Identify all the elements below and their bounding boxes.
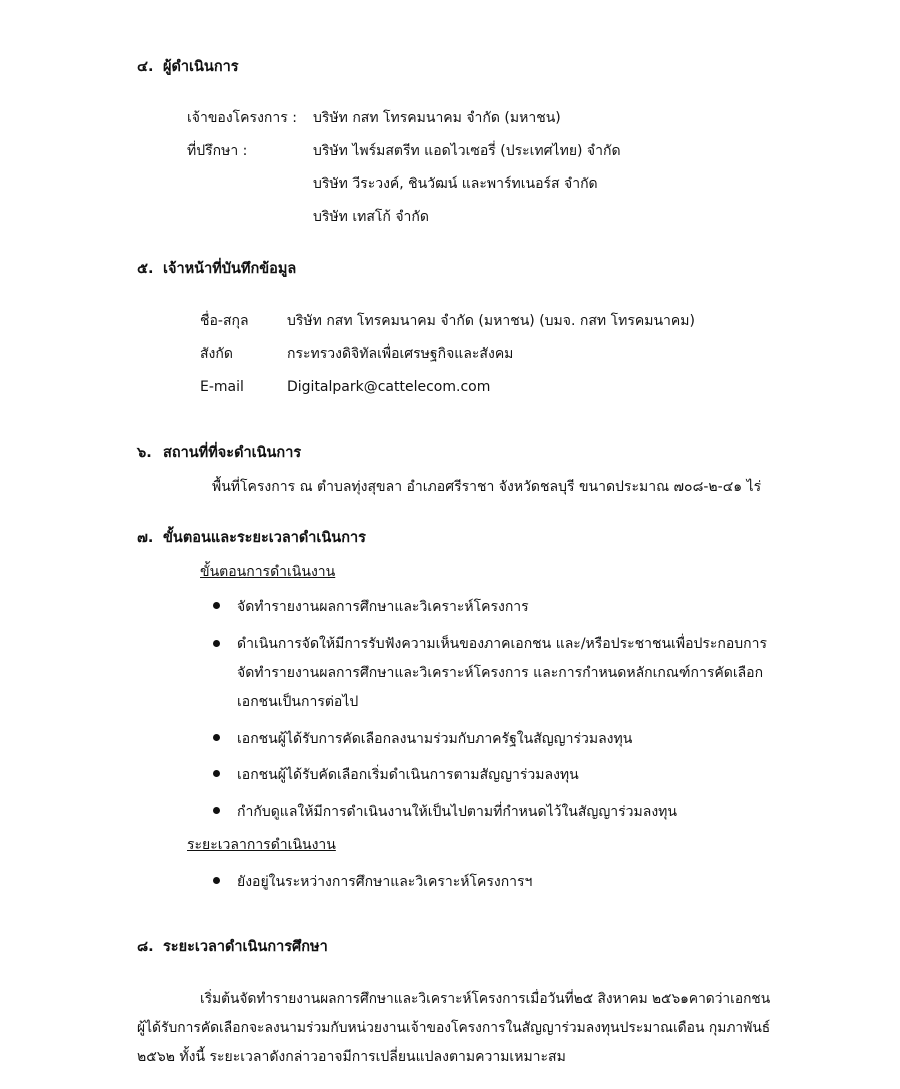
consultant-label: ที่ปรึกษา : — [187, 143, 248, 159]
section-5-heading — [137, 259, 296, 279]
section-5-title: เจ้าหน้าที่บันทึกข้อมูล — [163, 261, 297, 277]
bullet-icon — [213, 640, 220, 647]
section-7-number: ๗. — [137, 530, 154, 546]
step-3: เอกชนผู้ได้รับการคัดเลือกลงนามร่วมกับภาครัฐในสัญญาร่วมลงทุน — [237, 731, 633, 747]
section-8-number: ๘. — [137, 939, 154, 955]
name-label: ชื่อ-สกุล — [200, 313, 249, 329]
consultant-1: บริษัท ไพร์มสตรีท แอดไวเซอรี่ (ประเทศไทย) จำกัด — [313, 143, 621, 159]
timeline-heading: ระยะเวลาการดำเนินงาน — [187, 837, 336, 853]
section-7-title: ขั้นตอนและระยะเวลาดำเนินการ — [163, 530, 366, 546]
email-label: E-mail — [200, 379, 244, 395]
section-5-number: ๕. — [137, 261, 154, 277]
section-6-heading — [137, 443, 301, 463]
section-7-heading — [137, 528, 366, 548]
consultant-2: บริษัท วีระวงค์, ชินวัฒน์ และพาร์ทเนอร์ส จำกัด — [313, 176, 598, 192]
bullet-icon — [213, 602, 220, 609]
section-8-title: ระยะเวลาดำเนินการศึกษา — [163, 939, 328, 955]
step-1: จัดทำรายงานผลการศึกษาและวิเคราะห์โครงการ — [237, 599, 529, 615]
section-4-number: ๔. — [137, 59, 154, 75]
bullet-icon — [213, 807, 220, 814]
bullet-icon — [213, 770, 220, 777]
study-period-line-1: เริ่มต้นจัดทำรายงานผลการศึกษาและวิเคราะห์โครงการเมื่อวันที่๒๕ สิงหาคม ๒๕๖๑คาดว่าเอกชน — [200, 991, 771, 1007]
step-2-line-2: จัดทำรายงานผลการศึกษาและวิเคราะห์โครงการ และการกำหนดหลักเกณฑ์การคัดเลือก — [237, 665, 764, 681]
affiliation-value: กระทรวงดิจิทัลเพื่อเศรษฐกิจและสังคม — [287, 346, 514, 362]
owner-value: บริษัท กสท โทรคมนาคม จำกัด (มหาชน) — [313, 110, 561, 126]
section-6-title: สถานที่ที่จะดำเนินการ — [163, 445, 302, 461]
location-text: พื้นที่โครงการ ณ ตำบลทุ่งสุขลา อำเภอศรีราชา จังหวัดชลบุรี ขนาดประมาณ ๗๐๘-๒-๔๑ ไร่ — [212, 479, 762, 495]
affiliation-label: สังกัด — [200, 346, 233, 362]
steps-heading: ขั้นตอนการดำเนินงาน — [200, 564, 336, 580]
email-value: Digitalpark@cattelecom.com — [287, 379, 491, 395]
step-2-line-1: ดำเนินการจัดให้มีการรับฟังความเห็นของภาคเอกชน และ/หรือประชาชนเพื่อประกอบการ — [237, 636, 768, 652]
study-period-line-2: ผู้ได้รับการคัดเลือกจะลงนามร่วมกับหน่วยงานเจ้าของโครงการในสัญญาร่วมลงทุนประมาณเดือน กุมภาพันธ์ — [137, 1020, 771, 1036]
step-5: กำกับดูแลให้มีการดำเนินงานให้เป็นไปตามที่กำหนดไว้ในสัญญาร่วมลงทุน — [237, 804, 677, 820]
consultant-3: บริษัท เทสโก้ จำกัด — [313, 209, 429, 225]
owner-label: เจ้าของโครงการ : — [187, 110, 297, 126]
bullet-icon — [213, 734, 220, 741]
timeline-item: ยังอยู่ในระหว่างการศึกษาและวิเคราะห์โครงการฯ — [237, 874, 533, 890]
step-4: เอกชนผู้ได้รับคัดเลือกเริ่มดำเนินการตามสัญญาร่วมลงทุน — [237, 767, 579, 783]
study-period-line-3: ๒๕๖๒ ทั้งนี้ ระยะเวลาดังกล่าวอาจมีการเปลี่ยนแปลงตามความเหมาะสม — [137, 1049, 566, 1065]
name-value: บริษัท กสท โทรคมนาคม จำกัด (มหาชน) (บมจ. กสท โทรคมนาคม) — [287, 313, 695, 329]
bullet-icon — [213, 877, 220, 884]
section-6-number: ๖. — [137, 445, 152, 461]
step-2-line-3: เอกชนเป็นการต่อไป — [237, 694, 359, 710]
section-4-title: ผู้ดำเนินการ — [163, 59, 239, 75]
section-4-heading — [137, 57, 239, 77]
section-8-heading — [137, 937, 328, 957]
